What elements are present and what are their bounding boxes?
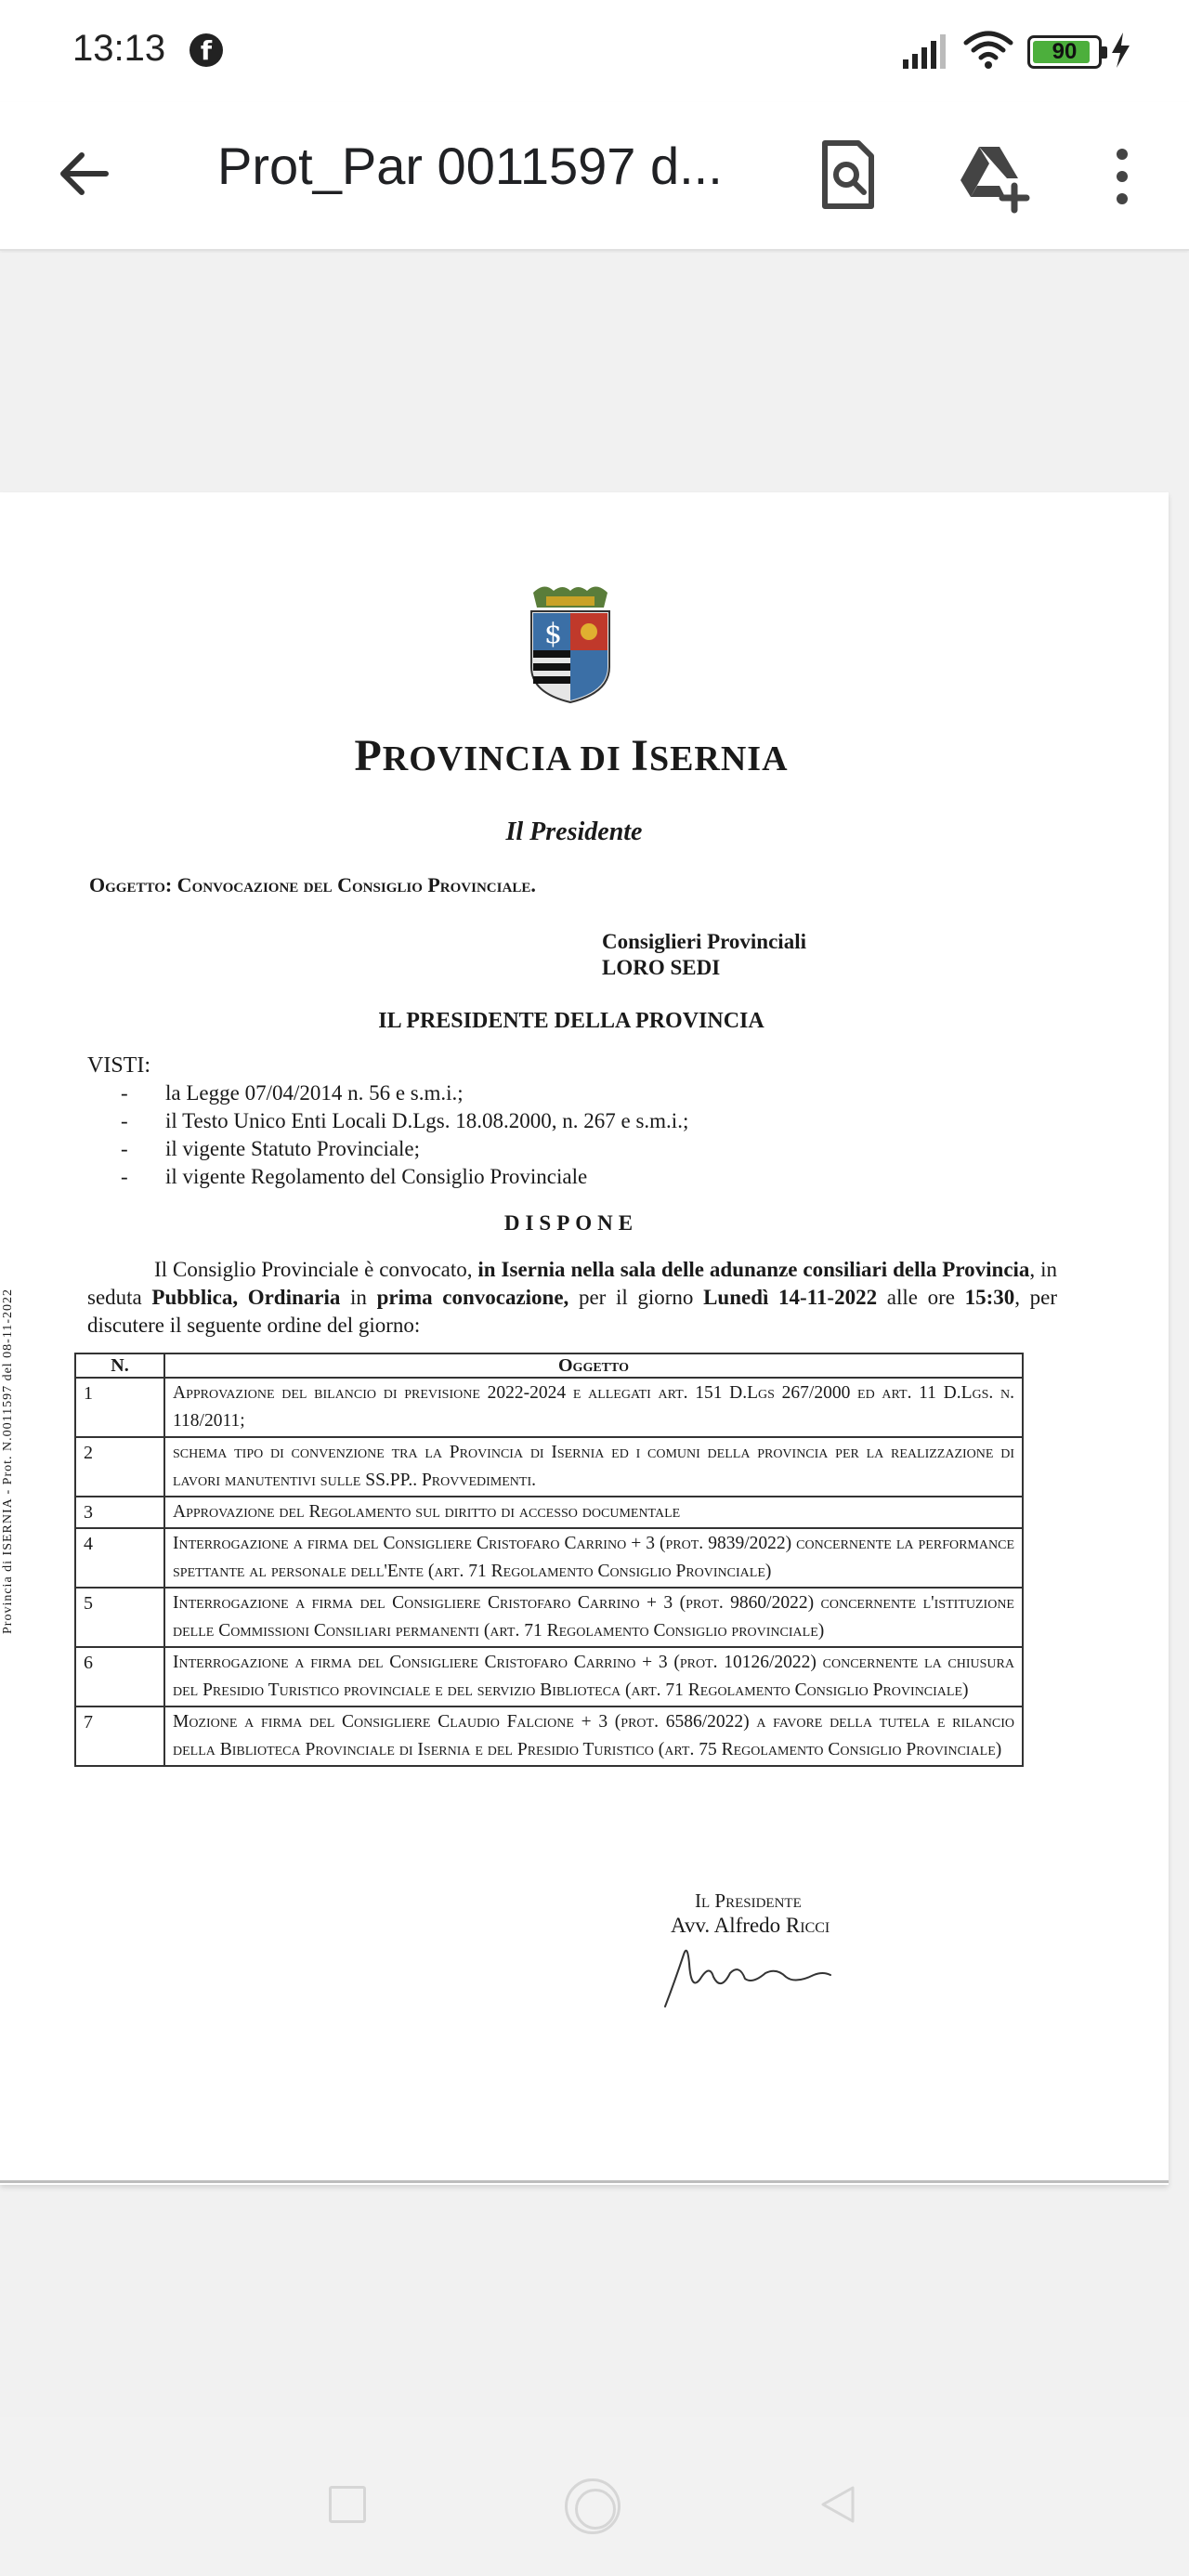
app-bar: [0, 102, 1189, 251]
row-number: 3: [75, 1497, 164, 1528]
signature-role: Il Presidente: [695, 1890, 802, 1912]
back-triangle-icon[interactable]: [817, 2484, 858, 2525]
para-text-6: , per discutere il seguente ordine del giorno:: [87, 1286, 1058, 1337]
wifi-icon: [962, 30, 1014, 71]
table-row: [75, 1588, 1023, 1647]
row-text: schema tipo di convenzione tra la Provincia di Isernia ed i comuni della provincia per la realizzazione di lavori manutentivi sulle SS.PP.. Provvedimenti.: [164, 1437, 1023, 1497]
para-text-3: in: [340, 1286, 377, 1309]
back-arrow-icon[interactable]: [52, 141, 117, 206]
status-bar: [0, 0, 1189, 102]
visti-item: - il vigente Statuto Provinciale;: [121, 1135, 688, 1163]
visti-list: [121, 1079, 688, 1191]
row-number: 5: [75, 1588, 164, 1647]
handwritten-signature: [656, 1936, 842, 2010]
convocation-paragraph: [87, 1256, 1057, 1340]
visti-label: VISTI:: [87, 1053, 150, 1078]
home-circle-icon[interactable]: [565, 2478, 621, 2534]
provincia-heading-rest-2: SERNIA: [648, 739, 789, 778]
status-time: 13:13: [72, 28, 166, 69]
il-presidente-subtitle: Il Presidente: [505, 817, 643, 846]
provincia-heading-initial-p: P: [354, 731, 383, 780]
table-row: [75, 1378, 1023, 1437]
signal-icon: [901, 33, 947, 71]
provincia-heading-initial-i: I: [631, 731, 649, 780]
find-in-page-icon[interactable]: [816, 137, 881, 212]
header-n: N.: [75, 1353, 164, 1378]
provincia-heading: [0, 730, 1143, 781]
row-number: 6: [75, 1647, 164, 1706]
row-number: 1: [75, 1378, 164, 1437]
battery-level-text: 90: [1052, 39, 1078, 64]
row-text: Approvazione del Regolamento sul diritto di accesso documentale: [164, 1497, 1023, 1528]
page-edge: [0, 2180, 1169, 2183]
para-text-4: per il giorno: [568, 1286, 704, 1309]
system-nav-bar: [0, 2452, 1189, 2576]
header-oggetto: Oggetto: [164, 1353, 1023, 1378]
row-text: Approvazione del bilancio di previsione 2022-2024 e allegati art. 151 D.Lgs 267/2000 ed art. 11 D.Lgs. n. 118/2011;: [164, 1378, 1023, 1437]
protocol-side-stamp: Provincia di ISERNIA - Prot. N.0011597 del 08-11-2022: [1, 1288, 15, 1634]
visti-item: - il vigente Regolamento del Consiglio Provinciale: [121, 1163, 688, 1191]
agenda-table: [74, 1353, 1024, 1767]
row-text: Interrogazione a firma del Consigliere Cristofaro Carrino + 3 (prot. 9839/2022) concernente la performance spettante al personale dell'Ente (art. 71 Regolamento Consiglio Provinciale): [164, 1528, 1023, 1588]
recents-square-icon[interactable]: [329, 2486, 366, 2523]
agenda-header-row: [75, 1353, 1023, 1378]
recipients-line-1: Consiglieri Provinciali: [602, 930, 806, 953]
para-bold-2: Pubblica, Ordinaria: [151, 1286, 341, 1309]
para-bold-3: prima convocazione,: [376, 1286, 569, 1309]
battery-icon: [1027, 35, 1102, 69]
more-vert-icon[interactable]: [1096, 139, 1148, 214]
dispone-heading: DISPONE: [503, 1211, 639, 1235]
row-text: Interrogazione a firma del Consigliere Cristofaro Carrino + 3 (prot. 10126/2022) concernente la chiusura del Presidio Turistico provinciale e del servizio Biblioteca (art. 71 Regolamento Consiglio Provinciale): [164, 1647, 1023, 1706]
add-to-drive-icon[interactable]: [957, 139, 1031, 214]
charging-bolt-icon: [1109, 32, 1131, 69]
para-text-2: , in seduta: [87, 1258, 1057, 1309]
oggetto-line: Oggetto: Convocazione del Consiglio Provinciale.: [89, 873, 536, 896]
table-row: [75, 1706, 1023, 1766]
para-text-1: Il Consiglio Provinciale è convocato,: [154, 1258, 478, 1281]
recipients-block: [602, 929, 806, 981]
signature-name-surname: Ricci: [785, 1914, 830, 1937]
il-presidente-della-provincia-heading: IL PRESIDENTE DELLA PROVINCIA: [378, 1009, 764, 1033]
para-bold-5: 15:30: [964, 1286, 1015, 1309]
visti-item: - il Testo Unico Enti Locali D.Lgs. 18.08.2000, n. 267 e s.m.i.;: [121, 1107, 688, 1135]
coat-of-arms-icon: [526, 582, 615, 704]
table-row: [75, 1528, 1023, 1588]
table-row: [75, 1437, 1023, 1497]
row-number: 7: [75, 1706, 164, 1766]
para-text-5: alle ore: [877, 1286, 965, 1309]
provincia-heading-rest-1: ROVINCIA DI: [382, 739, 632, 778]
facebook-icon: f: [189, 33, 223, 67]
signature-name-prefix: Avv. Alfredo: [671, 1914, 786, 1937]
document-title: Prot_Par 0011597 d...: [217, 137, 723, 195]
para-bold-1: in Isernia nella sala delle adunanze consiliari della Provincia: [477, 1258, 1030, 1281]
signature-name: [671, 1914, 830, 1938]
table-row: [75, 1647, 1023, 1706]
row-number: 4: [75, 1528, 164, 1588]
svg-text:$: $: [544, 618, 563, 650]
para-bold-4: Lunedì 14-11-2022: [703, 1286, 878, 1309]
table-row: [75, 1497, 1023, 1528]
visti-item: - la Legge 07/04/2014 n. 56 e s.m.i.;: [121, 1079, 688, 1107]
battery-tip: [1102, 46, 1107, 59]
recipients-line-2: LORO SEDI: [602, 956, 721, 979]
row-text: Interrogazione a firma del Consigliere Cristofaro Carrino + 3 (prot. 9860/2022) concernente l'istituzione delle Commissioni Consiliari permanenti (art. 71 Regolamento Consiglio provinciale): [164, 1588, 1023, 1647]
row-text: Mozione a firma del Consigliere Claudio Falcione + 3 (prot. 6586/2022) a favore della tutela e rilancio della Biblioteca Provinciale di Isernia e del Presidio Turistico (art. 75 Regolamento Consiglio Provinciale): [164, 1706, 1023, 1766]
row-number: 2: [75, 1437, 164, 1497]
